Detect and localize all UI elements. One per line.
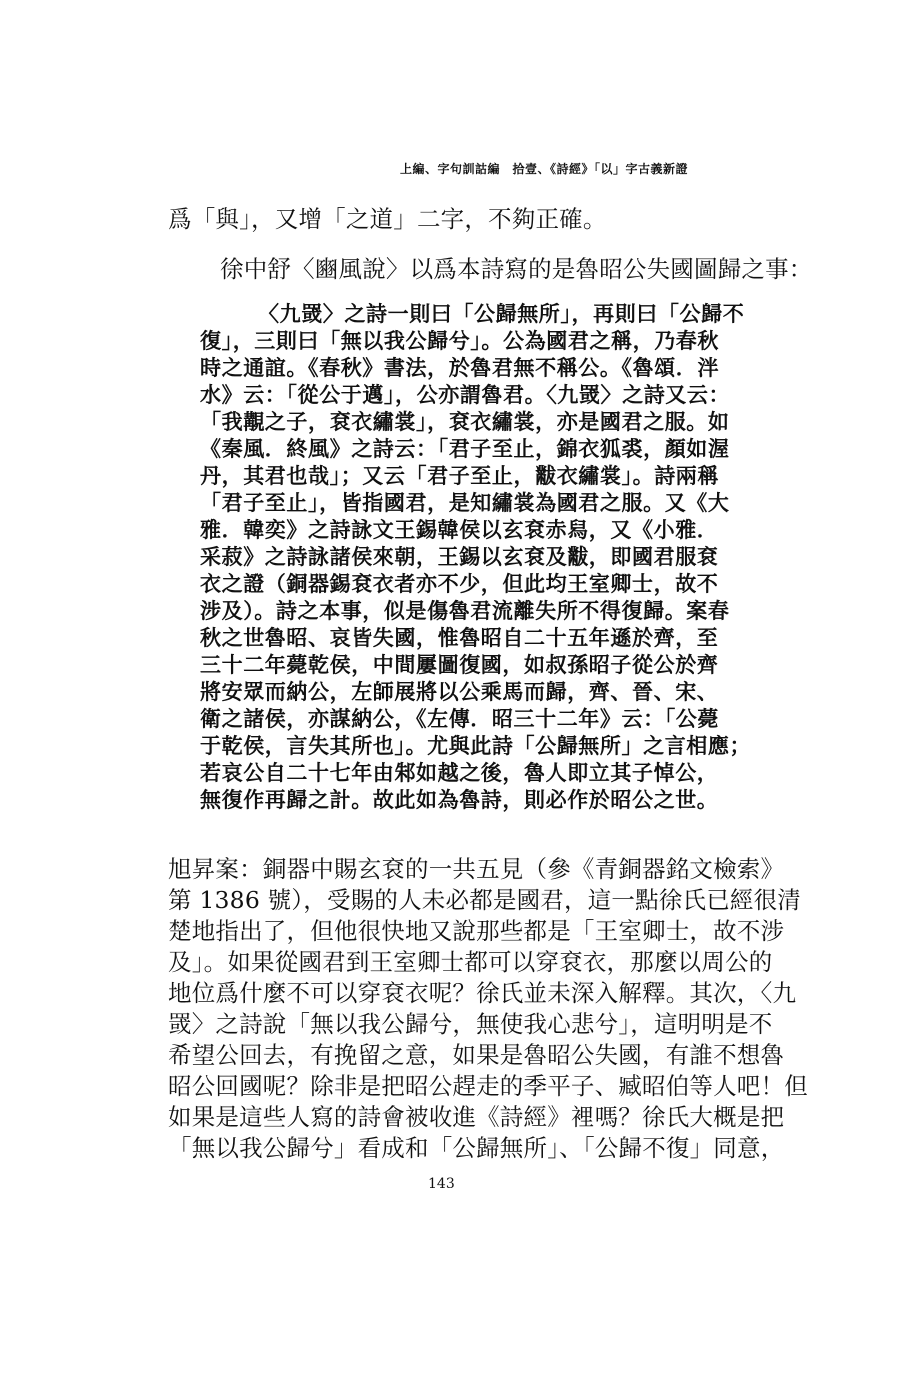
- running-header: 上編、字句訓詁編 拾壹、《詩經》「以」字古義新證: [400, 162, 689, 176]
- body-line: 如果是這些人寫的詩會被收進《詩經》裡嗎？徐氏大概是把: [168, 1103, 785, 1131]
- quote-line: 若哀公自二十七年由邾如越之後，魯人即立其子悼公，: [200, 760, 719, 785]
- body-line: 爲「與」，又增「之道」二字，不夠正確。: [168, 205, 607, 233]
- quote-line: 于乾侯，言失其所也」。尤與此詩「公歸無所」之言相應；: [200, 733, 752, 758]
- page-number: 143: [428, 1176, 455, 1192]
- body-line: 徐中舒〈豳風說〉以爲本詩寫的是魯昭公失國圖歸之事：: [220, 255, 813, 283]
- quote-line: 采菽》之詩詠諸侯來朝，王錫以玄袞及黻，即國君服袞: [200, 544, 719, 569]
- body-line: 昭公回國呢？除非是把昭公趕走的季平子、臧昭伯等人吧！但: [168, 1072, 808, 1100]
- quote-line: 丹，其君也哉」；又云「君子至止，黻衣繡裳」。詩兩稱: [200, 463, 719, 488]
- quote-line: 「君子至止」，皆指國君，是知繡裳為國君之服。又《大: [200, 490, 730, 515]
- body-line: 地位爲什麼不可以穿袞衣呢？徐氏並未深入解釋。其次，〈九: [168, 979, 797, 1007]
- quote-line: 時之通誼。《春秋》書法，於魯君無不稱公。《魯頌．泮: [200, 355, 719, 380]
- body-line: 「無以我公歸兮」看成和「公歸無所」、「公歸不復」同意，: [168, 1134, 785, 1162]
- body-line: 楚地指出了，但他很快地又說那些都是「王室卿士，故不涉: [168, 917, 785, 945]
- body-line: 第 1386 號），受賜的人未必都是國君，這一點徐氏已經很清: [168, 886, 801, 914]
- body-line: 及」。如果從國君到王室卿士都可以穿袞衣，那麼以周公的: [168, 948, 773, 976]
- quote-line: 三十二年薨乾侯，中間屢圖復國，如叔孫昭子從公於齊: [200, 652, 719, 677]
- body-line: 希望公回去，有挽留之意，如果是魯昭公失國，有誰不想魯: [168, 1041, 785, 1069]
- quote-line: 秋之世魯昭、哀皆失國，惟魯昭自二十五年遜於齊，至: [200, 625, 719, 650]
- quote-line: 無復作再歸之計。故此如為魯詩，則必作於昭公之世。: [200, 787, 719, 812]
- body-line: 罭〉之詩說「無以我公歸兮，無使我心悲兮」，這明明是不: [168, 1010, 773, 1038]
- quote-line: 復」，三則曰「無以我公歸兮」。公為國君之稱，乃春秋: [200, 328, 719, 353]
- quote-line: 〈九罭〉之詩一則曰「公歸無所」，再則曰「公歸不: [258, 301, 745, 326]
- quote-line: 涉及）。詩之本事，似是傷魯君流離失所不得復歸。案春: [200, 598, 730, 623]
- quote-line: 衛之諸侯，亦謀納公，《左傳．昭三十二年》云：「公薨: [200, 706, 719, 731]
- quote-line: 衣之證（銅器錫袞衣者亦不少，但此均王室卿士，故不: [200, 571, 719, 596]
- quote-line: 《秦風．終風》之詩云：「君子至止，錦衣狐裘，顏如渥: [200, 436, 730, 461]
- body-line: 旭昇案：銅器中賜玄袞的一共五見（參《青銅器銘文檢索》: [168, 855, 785, 883]
- quote-line: 水》云：「從公于邁」，公亦謂魯君。〈九罭〉之詩又云：: [200, 382, 731, 407]
- quote-line: 雅．韓奕》之詩詠文王錫韓侯以玄袞赤舄，又《小雅．: [200, 517, 719, 542]
- quote-line: 「我覯之子，袞衣繡裳」，袞衣繡裳，亦是國君之服。如: [200, 409, 730, 434]
- quote-line: 將安眾而納公，左師展將以公乘馬而歸，齊、晉、宋、: [200, 679, 719, 704]
